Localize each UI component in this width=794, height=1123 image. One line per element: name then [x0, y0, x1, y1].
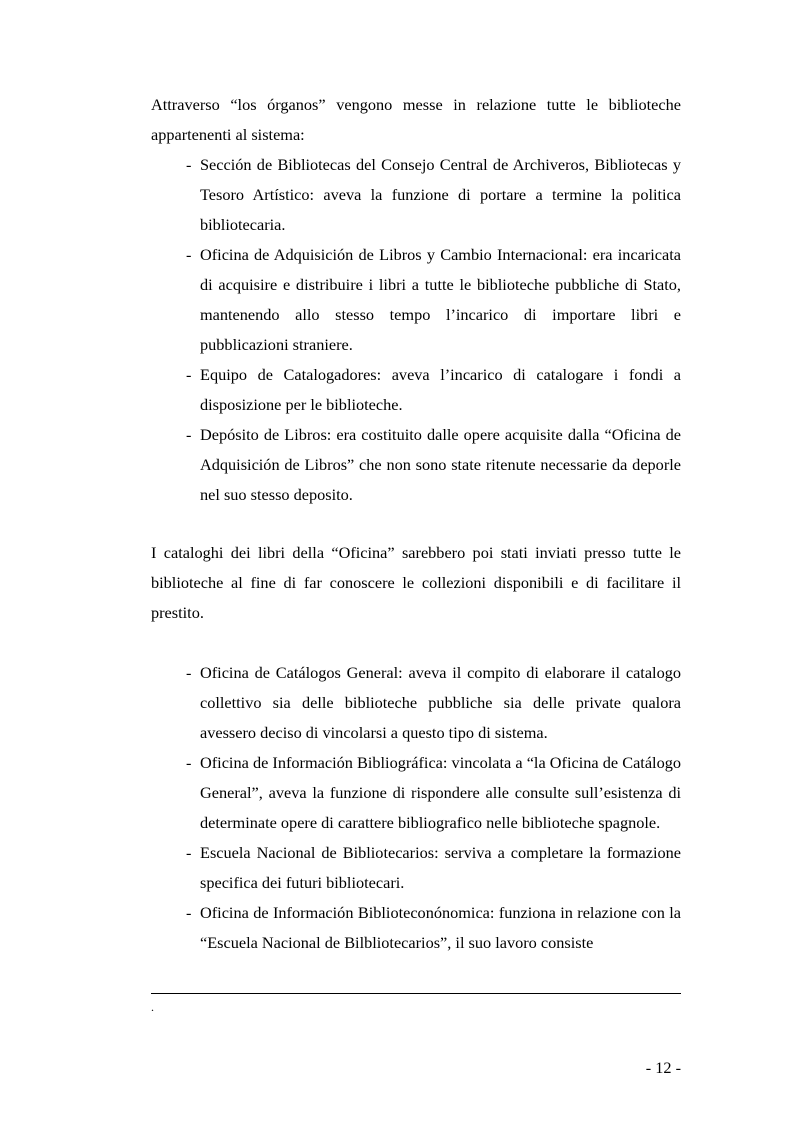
- list-item-text: Equipo de Catalogadores: aveva l’incarico di catalogare i fondi a disposizione per le biblioteche.: [200, 365, 681, 414]
- list-item-text: Sección de Bibliotecas del Consejo Central de Archiveros, Bibliotecas y Tesoro Artístico: aveva la funzione di portare a termine la politica bibliotecaria.: [200, 155, 681, 234]
- list-dash: -: [186, 365, 192, 384]
- list-item-text: Oficina de Información Bibliográfica: vincolata a “la Oficina de Catálogo General”, aveva la funzione di rispondere alle consulte sull’esistenza di determinate opere di carattere bibliografico nelle biblioteche spagnole.: [200, 753, 681, 832]
- list-dash: -: [186, 663, 192, 682]
- list-item: [186, 420, 681, 510]
- list-item: [186, 658, 681, 748]
- list-item-text: Escuela Nacional de Bibliotecarios: serviva a completare la formazione specifica dei futuri bibliotecari.: [200, 843, 681, 892]
- list-item: [186, 150, 681, 240]
- list-item: [186, 898, 681, 958]
- list-dash: -: [186, 753, 192, 772]
- list-item-text: Oficina de Adquisición de Libros y Cambio Internacional: era incaricata di acquisire e distribuire i libri a tutte le biblioteche pubbliche di Stato, mantenendo allo stesso tempo l’incarico di importare libri e pubblicazioni straniere.: [200, 245, 681, 354]
- footnote: .: [151, 1000, 154, 1014]
- list-dash: -: [186, 425, 192, 444]
- list-item: [186, 240, 681, 360]
- list-item: [186, 748, 681, 838]
- list-dash: -: [186, 843, 192, 862]
- page-number: - 12 -: [645, 1058, 681, 1077]
- organs-list-1: [186, 150, 681, 510]
- intro-paragraph: Attraverso “los órganos” vengono messe in relazione tutte le biblioteche appartenenti al sistema:: [151, 95, 681, 144]
- organs-list-2: [186, 658, 681, 958]
- list-item-text: Oficina de Información Biblioteconónomica: funziona in relazione con la “Escuela Nacional de Bilbliotecarios”, il suo lavoro consiste: [200, 903, 681, 952]
- list-item-text: Oficina de Catálogos General: aveva il compito di elaborare il catalogo collettivo sia delle biblioteche pubbliche sia delle private qualora avessero deciso di vincolarsi a questo tipo di sistema.: [200, 663, 681, 742]
- list-dash: -: [186, 155, 192, 174]
- middle-paragraph: I cataloghi dei libri della “Oficina” sarebbero poi stati inviati presso tutte le biblioteche al fine di far conoscere le collezioni disponibili e di facilitare il prestito.: [151, 543, 681, 622]
- list-dash: -: [186, 245, 192, 264]
- list-item: [186, 838, 681, 898]
- footnote-separator: [151, 993, 681, 994]
- list-item: [186, 360, 681, 420]
- list-dash: -: [186, 903, 192, 922]
- list-item-text: Depósito de Libros: era costituito dalle opere acquisite dalla “Oficina de Adquisición de Libros” che non sono state ritenute necessarie da deporle nel suo stesso deposito.: [200, 425, 681, 504]
